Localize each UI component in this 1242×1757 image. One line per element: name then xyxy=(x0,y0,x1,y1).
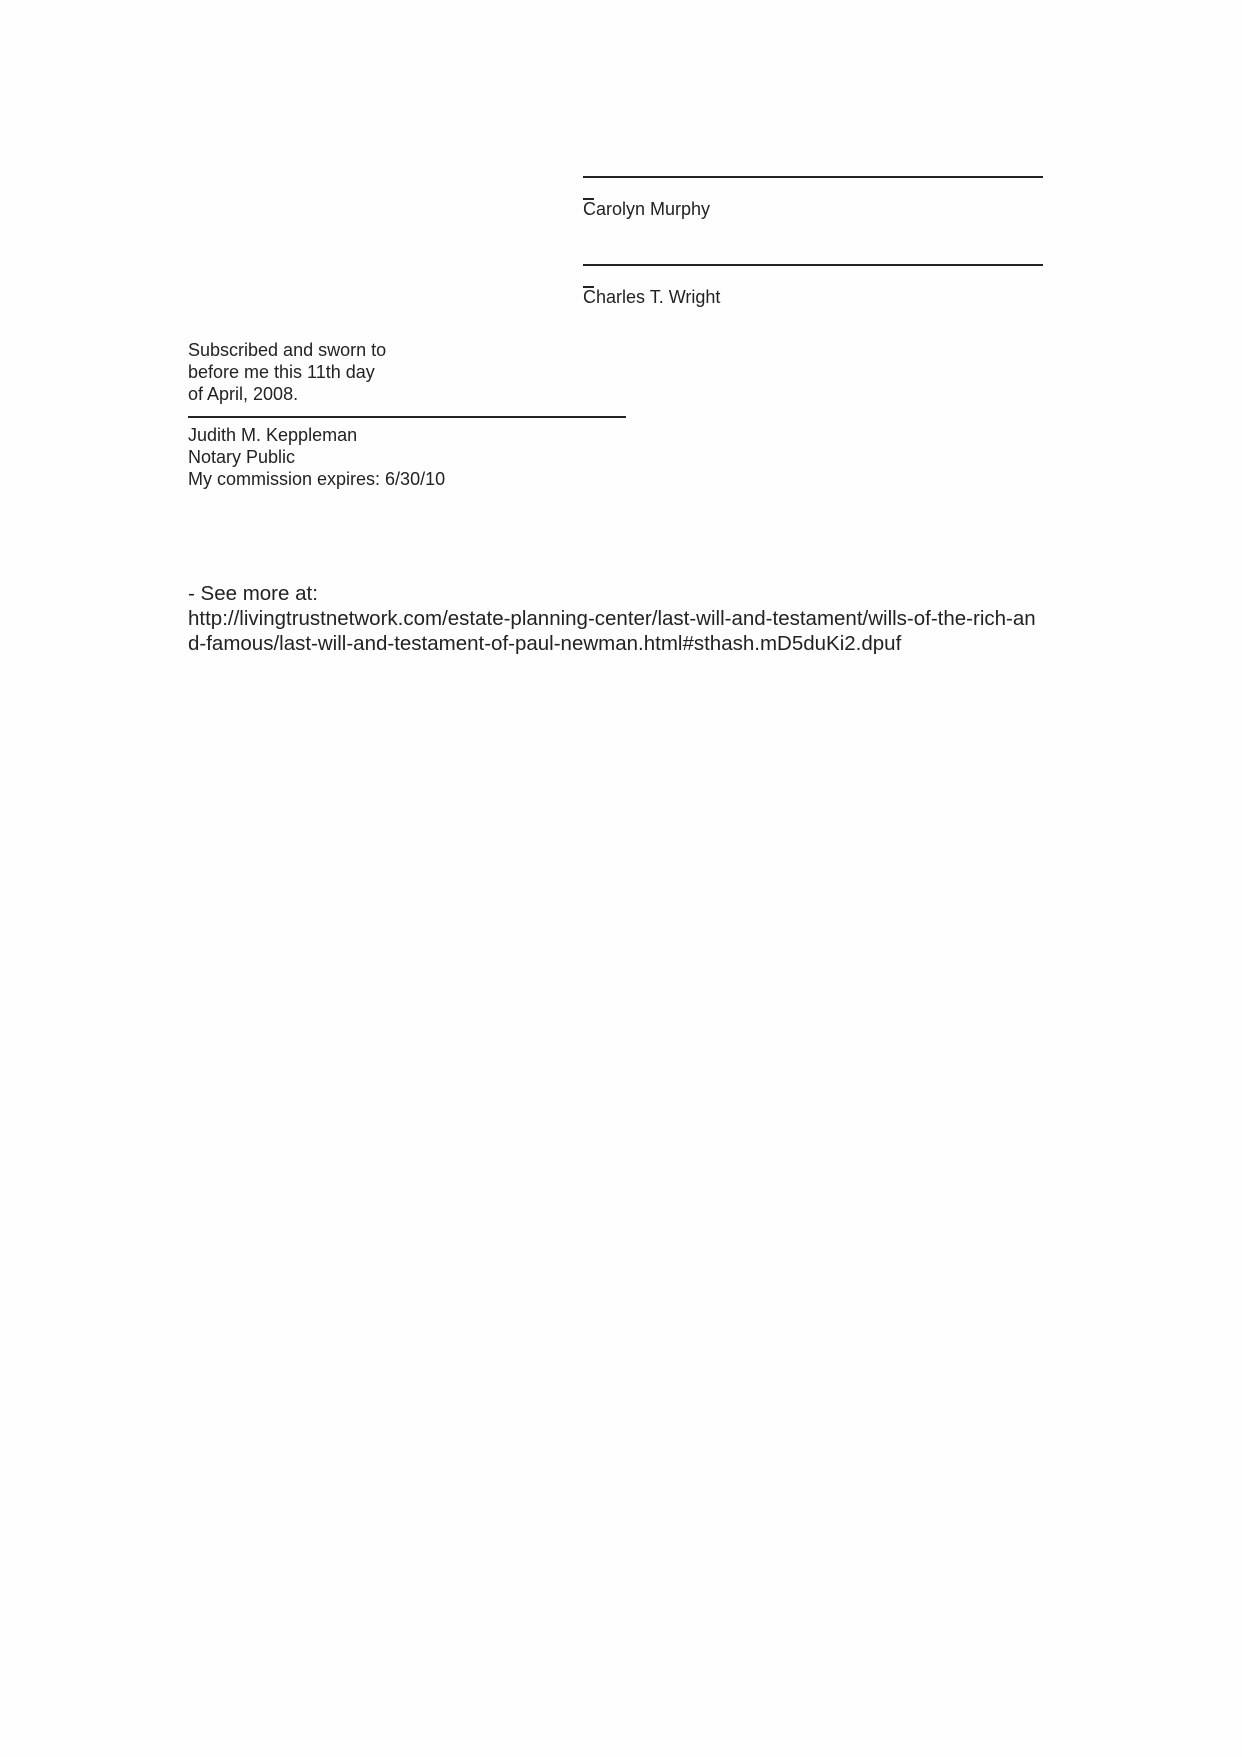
source-url-line-2: d-famous/last-will-and-testament-of-paul-newman.html#sthash.mD5duKi2.dpuf xyxy=(188,632,902,655)
signer-name: Charles T. Wright xyxy=(583,287,721,307)
signature-block-1 xyxy=(583,176,1043,220)
signature-line xyxy=(583,264,1043,266)
signer-name: Carolyn Murphy xyxy=(583,199,711,219)
notary-block xyxy=(188,339,626,490)
notary-name: Judith M. Keppleman xyxy=(188,425,358,445)
see-more-section xyxy=(188,581,1068,656)
signature-block-2 xyxy=(583,264,1043,308)
sworn-text-line: before me this 11th day xyxy=(188,362,375,382)
sworn-text-line: of April, 2008. xyxy=(188,384,299,404)
signature-line xyxy=(583,176,1043,178)
sworn-text-line: Subscribed and sworn to xyxy=(188,340,387,360)
source-url-line-1: http://livingtrustnetwork.com/estate-planning-center/last-will-and-testament/wills-of-the-rich-an xyxy=(188,607,1036,630)
notary-title: Notary Public xyxy=(188,447,296,467)
commission-expiry: My commission expires: 6/30/10 xyxy=(188,469,446,489)
see-more-label: - See more at: xyxy=(188,582,318,605)
notary-signature-line xyxy=(188,416,626,418)
